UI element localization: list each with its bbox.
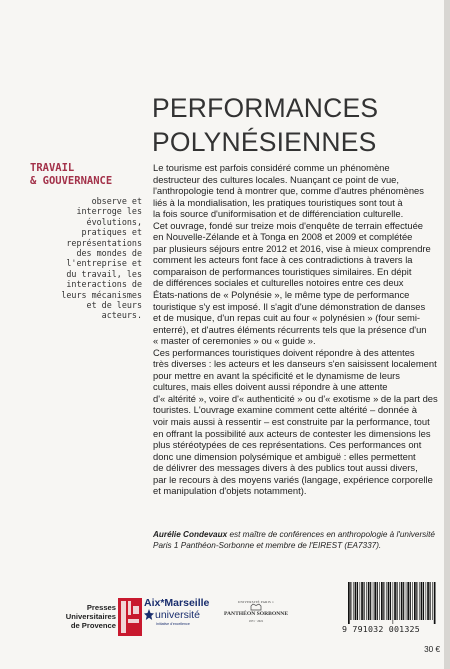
barcode-bar (393, 582, 394, 624)
pup-logo-text (52, 603, 116, 631)
blurb-line: cultures, mais elles doivent aussi répondre à une attente (153, 381, 388, 393)
pup-logo-line: de Provence (70, 621, 116, 631)
blurb-line: comparaison de performances touristiques similaires. En dépit (153, 265, 412, 277)
barcode-bar (350, 582, 351, 620)
amu-logo-name: Aix*Marseille (144, 597, 210, 609)
barcode-bar (399, 582, 400, 620)
barcode-bar (357, 582, 358, 620)
barcode-bar (434, 582, 436, 624)
blurb-line: par le recours à des moyens variés (langage, expérience corporelle (153, 473, 433, 485)
blurb-line: par plusieurs séjours entre 2012 et 2016, vise à mieux comprendre (153, 242, 431, 254)
blurb-line: Le tourisme est parfois considéré comme un phénomène (153, 162, 390, 173)
series-desc-line: interactions de (66, 279, 142, 290)
barcode-bar (386, 582, 387, 620)
author-name: Aurélie Condevaux (153, 530, 228, 539)
star-icon (144, 609, 154, 621)
blurb-line: « master of ceremonies » ou « guide ». (153, 335, 316, 347)
series-desc-line: interroge les (76, 206, 142, 217)
barcode-bar (406, 582, 407, 620)
blurb-line: touristes. L'ouvrage examine comment cette altérité – donnée à (153, 404, 417, 416)
blurb-line: États-nations de « Polynésie », le même type de performance (153, 289, 410, 301)
pup-logo-line: Presses (86, 603, 116, 612)
barcode-bar (410, 582, 411, 620)
barcode-bar (419, 582, 420, 620)
sorbonne-name: PANTHÉON SORBONNE (224, 611, 289, 617)
blurb-line: en offrant la possibilité aux acteurs de contester les dimensions les (153, 427, 431, 439)
series-line: TRAVAIL (30, 162, 75, 174)
series-desc-line: représentations (66, 237, 142, 248)
blurb-line: de différences sociales et culturelles notoires entre ces deux (153, 277, 404, 289)
barcode-bar (381, 582, 383, 620)
blurb-line: très diverses : les acteurs et les danseurs s'en saisissent localement (153, 358, 437, 370)
barcode-bar (368, 582, 370, 620)
blurb-line: l'anthropologie tend à montrer que, comme d'autres phénomènes (153, 185, 424, 197)
series-desc-line: observe et (91, 196, 142, 206)
barcode-bar (360, 582, 361, 620)
barcode-bar (383, 582, 384, 620)
blurb-line: destructeur des cultures locales. Nuançant ce point de vue, (153, 173, 399, 185)
isbn-number: 9 791032 001325 (342, 624, 420, 634)
barcode-bar (430, 582, 431, 620)
series-desc-line: et de leurs (86, 300, 142, 311)
barcode-bar (426, 582, 427, 620)
barcode-bar (348, 582, 350, 624)
sorbonne-top-text: UNIVERSITÉ PARIS 1 (237, 600, 275, 604)
title-line: POLYNÉSIENNES (152, 127, 377, 157)
blurb-line: de délivrer des messages divers à des publics tout aussi divers, (153, 462, 418, 474)
title-line: PERFORMANCES (152, 93, 379, 123)
series-desc-line: du travail, les (66, 268, 142, 279)
blurb-line: la fois source d'uniformisation et de différenciation culturelle. (153, 208, 404, 220)
blurb-line: et de musique, d'un repas cuit au four « polynésien » (four semi- (153, 312, 421, 324)
barcode-bar (414, 582, 416, 620)
barcode-bar (355, 582, 357, 620)
blurb-line: d'« altérité », voire d'« authenticité » ou d'« exotisme » de la part des (153, 392, 438, 404)
blurb-line: plus stéréotypées de ces représentations. Ces performances ont (153, 439, 422, 451)
blurb-line: Ces performances touristiques doivent répondre à des attentes (153, 346, 415, 358)
barcode-bar (407, 582, 409, 620)
series-desc-line: des mondes de (76, 248, 142, 259)
barcode-bar (370, 582, 371, 620)
barcode (344, 582, 440, 624)
series-desc-line: leurs mécanismes (61, 289, 142, 300)
blurb-line: touristique s'y est imposé. Il s'agit d'une démonstration de danses (153, 300, 426, 312)
blurb-line: comment les acteurs font face à ces contradictions à travers la (153, 254, 413, 266)
barcode-bar (377, 582, 378, 620)
barcode-bar (364, 582, 365, 620)
barcode-bar (403, 582, 404, 620)
author-bio-line: est maître de conférences en anthropologie à l'université (227, 530, 435, 539)
series-desc-line: l'entreprise et (66, 258, 142, 269)
series-line: & GOUVERNANCE (30, 175, 113, 187)
series-name (30, 162, 150, 188)
amu-logo (144, 597, 210, 641)
barcode-bar (412, 582, 413, 620)
blurb-line: en Nouvelle-Zélande et à Tonga en 2008 et 2009 et complétée (153, 231, 413, 243)
series-desc-line: pratiques et (81, 227, 142, 238)
blurb-line: Cet ouvrage, fondé sur treize mois d'enquête de terrain effectuée (153, 219, 424, 231)
blurb-line: et manipulation d'objets notamment). (153, 485, 307, 497)
amu-logo-tagline: Initiative d'excellence (156, 622, 190, 626)
barcode-bar (361, 582, 363, 620)
barcode-bar (427, 582, 429, 620)
series-desc-line: acteurs. (101, 310, 142, 321)
series-desc-line: évolutions, (86, 216, 142, 227)
blurb-line: enterré), et d'autres éléments récurrents tels que la présence d'un (153, 323, 427, 335)
crest-icon (250, 603, 262, 611)
barcode-bar (394, 582, 396, 620)
price: 30 € (424, 645, 440, 654)
blurb-text (153, 162, 440, 497)
barcode-bar (432, 582, 433, 620)
barcode-bar (401, 582, 403, 620)
barcode-bar (374, 582, 376, 620)
sorbonne-years: 1971 · 2021 (248, 619, 264, 623)
barcode-bar (353, 582, 354, 620)
series-description (22, 196, 142, 321)
sorbonne-logo (224, 600, 288, 628)
author-bio-line: Paris 1 Panthéon-Sorbonne et membre de l'EIREST (EA7337). (153, 540, 382, 550)
barcode-bar (388, 582, 390, 620)
pup-logo-line: Universitaires (65, 612, 116, 622)
barcode-bar (416, 582, 417, 620)
blurb-line: pour mettre en avant la spécificité et le dynamisme de leurs (153, 369, 400, 381)
amu-logo-univ: université (155, 609, 200, 621)
pup-logo-mark (118, 598, 142, 636)
barcode-bar (421, 582, 423, 620)
barcode-bar (366, 582, 367, 620)
barcode-bar (397, 582, 398, 620)
barcode-bar (390, 582, 391, 620)
blurb-line: donc une dimension polysémique et ambiguë : elles permettent (153, 450, 416, 462)
barcode-bar (379, 582, 380, 620)
barcode-bar (423, 582, 424, 620)
blurb-line: liés à la mondialisation, les pratiques touristiques sont tout à (153, 196, 403, 208)
blurb-line: voir mais aussi à ressentir – est construite par la performance, tout (153, 416, 430, 428)
barcode-bar (373, 582, 374, 620)
book-title (152, 91, 442, 159)
author-bio (153, 530, 440, 552)
